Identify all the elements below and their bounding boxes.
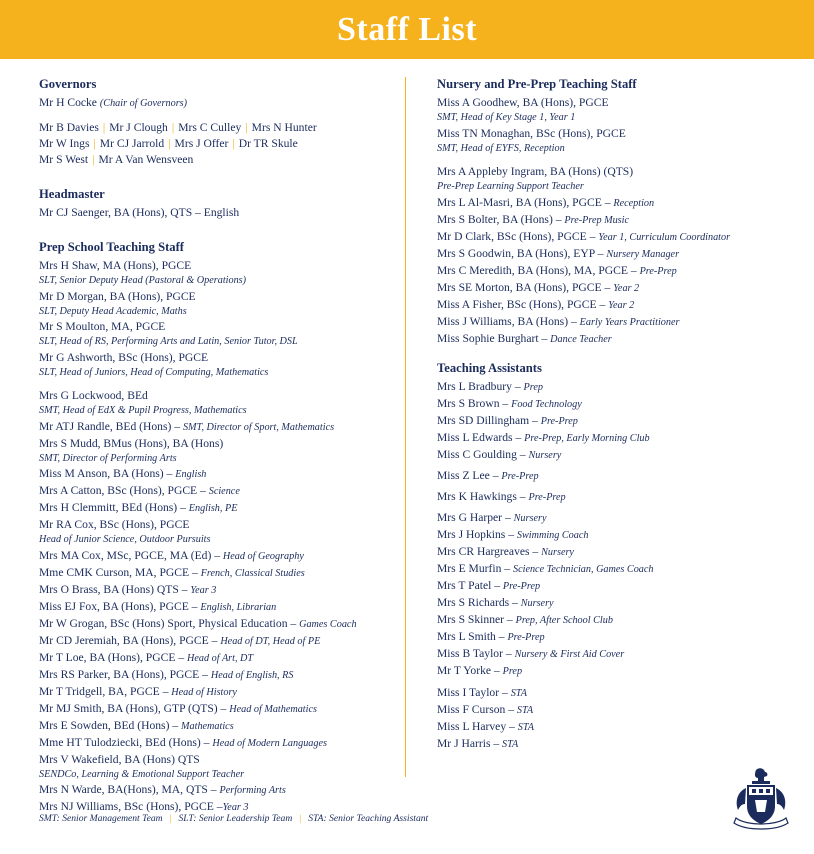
staff-role: Nursery <box>541 546 574 558</box>
page-title: Staff List <box>336 10 478 48</box>
staff-name: Mrs L Bradbury <box>437 379 512 393</box>
staff-entry: Mrs S Bolter, BA (Hons) – Pre-Prep Music <box>437 212 629 226</box>
governors-row: Mr S West | Mr A Van Wensveen <box>39 153 194 166</box>
staff-role: STA <box>510 687 527 699</box>
staff-name: Mrs L Al-Masri, BA (Hons), PGCE <box>437 195 602 209</box>
staff-role: Year 3 <box>222 802 249 813</box>
staff-entry: Mrs G Harper – Nursery <box>437 510 547 524</box>
staff-name: Mrs S Goodwin, BA (Hons), EYP <box>437 246 595 260</box>
staff-role: Pre-Prep <box>502 580 541 592</box>
staff-role: Pre-Prep Learning Support Teacher <box>437 181 584 192</box>
staff-name: Miss J Williams, BA (Hons) <box>437 314 569 328</box>
staff-role: SMT, Director of Performing Arts <box>39 452 177 464</box>
staff-name: Mr CD Jeremiah, BA (Hons), PGCE <box>39 633 209 647</box>
governor-name: Mrs N Hunter <box>251 121 317 134</box>
staff-name: Mr MJ Smith, BA (Hons), GTP (QTS) <box>39 701 218 715</box>
governors-row: Mr B Davies | Mr J Clough | Mrs C Culley | Mrs N Hunter <box>39 121 317 134</box>
staff-name: Mrs CR Hargreaves <box>437 544 530 558</box>
staff-entry: Miss L Harvey – STA <box>437 719 534 733</box>
staff-role: SENDCo, Learning & Emotional Support Teacher <box>39 768 245 780</box>
staff-role: SMT, Head of EYFS, Reception <box>437 142 565 154</box>
staff-name: Mr G Ashworth, BSc (Hons), PGCE <box>39 350 209 364</box>
staff-role: Early Years Practitioner <box>579 316 680 328</box>
staff-name: Mr D Morgan, BA (Hons), PGCE <box>39 289 196 303</box>
staff-entry: Mrs N Warde, BA(Hons), MA, QTS – Performing Arts <box>39 783 286 796</box>
staff-name: Miss TN Monaghan, BSc (Hons), PGCE <box>437 126 626 140</box>
staff-role: Pre-Prep <box>507 631 545 643</box>
governors-row: Mr W Ings | Mr CJ Jarrold | Mrs J Offer | Dr TR Skule <box>39 137 298 150</box>
governor-name: Mrs J Offer <box>174 137 229 150</box>
staff-entry: Mr MJ Smith, BA (Hons), GTP (QTS) – Head of Mathematics <box>39 701 317 715</box>
staff-entry: Mrs L Bradbury – Prep <box>437 379 543 393</box>
staff-entry: Mrs H Clemmitt, BEd (Hons) – English, PE <box>39 501 238 514</box>
staff-name: Mrs S Brown <box>437 396 500 410</box>
staff-entry: Miss A Fisher, BSc (Hons), PGCE – Year 2 <box>437 297 635 311</box>
staff-name: Miss F Curson <box>437 702 506 716</box>
staff-name: Mrs E Sowden, BEd (Hons) <box>39 718 170 732</box>
headmaster-line: Mr CJ Saenger, BA (Hons), QTS – English <box>39 206 240 219</box>
staff-entry: Mrs A Catton, BSc (Hons), PGCE – Science <box>39 484 240 497</box>
staff-name: Miss L Harvey <box>437 719 507 733</box>
staff-entry: Mrs SE Morton, BA (Hons), PGCE – Year 2 <box>437 280 640 294</box>
staff-role: Nursery <box>520 597 554 609</box>
staff-role: Pre-Prep <box>501 470 539 482</box>
staff-name: Mrs RS Parker, BA (Hons), PGCE <box>39 667 200 681</box>
staff-name: Mrs S Bolter, BA (Hons) <box>437 212 553 226</box>
governor-name: Mr W Ings <box>39 137 90 150</box>
staff-entry: Mme CMK Curson, MA, PGCE – French, Classical Studies <box>39 565 305 579</box>
staff-entry: Mrs C Meredith, BA (Hons), MA, PGCE – Pre-Prep <box>437 263 677 277</box>
staff-role: Head of Art, DT <box>187 652 254 664</box>
staff-entry: Mrs O Brass, BA (Hons) QTS – Year 3 <box>39 582 217 596</box>
staff-entry: Mrs E Murfin – Science Technician, Games Coach <box>437 561 654 575</box>
staff-role: Prep <box>502 665 523 677</box>
staff-name: Mrs S Mudd, BMus (Hons), BA (Hons) <box>39 436 224 450</box>
chair-role: (Chair of Governors) <box>99 98 188 109</box>
staff-entry: Mrs RS Parker, BA (Hons), PGCE – Head of English, RS <box>39 667 294 681</box>
staff-role: English <box>175 469 207 480</box>
staff-role: Science <box>208 486 240 497</box>
staff-name: Mrs T Patel <box>437 578 492 592</box>
staff-name: Mme HT Tulodziecki, BEd (Hons) <box>39 735 201 749</box>
staff-name: Mrs MA Cox, MSc, PGCE, MA (Ed) <box>39 548 212 562</box>
staff-role: Pre-Prep <box>540 415 578 427</box>
staff-name: Mrs O Brass, BA (Hons) QTS <box>39 582 179 596</box>
nursery-heading: Nursery and Pre-Prep Teaching Staff <box>437 77 637 91</box>
staff-name: Mrs NJ Williams, BSc (Hons), PGCE <box>39 800 214 813</box>
staff-role: SLT, Senior Deputy Head (Pastoral & Operations) <box>39 275 247 286</box>
staff-role: SMT, Head of Key Stage 1, Year 1 <box>437 112 576 123</box>
staff-entry: Miss C Goulding – Nursery <box>437 447 562 461</box>
staff-name: Mr T Loe, BA (Hons), PGCE <box>39 650 176 664</box>
staff-entry: Mr J Harris – STA <box>437 736 519 750</box>
staff-name: Miss M Anson, BA (Hons) <box>39 467 164 480</box>
staff-role: SLT, Head of Juniors, Head of Computing, Mathematics <box>39 366 269 378</box>
staff-role: Pre-Prep, Early Morning Club <box>524 432 650 444</box>
staff-name: Miss Sophie Burghart <box>437 331 539 345</box>
staff-name: Mr D Clark, BSc (Hons), PGCE <box>437 229 587 243</box>
staff-name: Mr J Harris <box>437 736 491 750</box>
staff-role: Swimming Coach <box>516 529 589 541</box>
staff-role: SMT, Head of EdX & Pupil Progress, Mathematics <box>39 405 247 416</box>
staff-entry: Mrs NJ Williams, BSc (Hons), PGCE –Year 3 <box>39 800 249 813</box>
staff-entry: Mrs S Brown – Food Technology <box>437 396 582 410</box>
staff-entry: Mr T Loe, BA (Hons), PGCE – Head of Art, DT <box>39 650 254 664</box>
staff-role: Games Coach <box>299 618 357 630</box>
staff-role: Head of History <box>171 686 237 698</box>
staff-entry: Mrs J Hopkins – Swimming Coach <box>437 527 589 541</box>
staff-role: STA <box>517 721 534 733</box>
staff-role: Head of English, RS <box>210 669 294 681</box>
staff-role: Year 2 <box>613 282 640 294</box>
staff-name: Mme CMK Curson, MA, PGCE <box>39 565 190 579</box>
ta-heading: Teaching Assistants <box>437 360 542 375</box>
staff-name: Mr T Tridgell, BA, PGCE <box>39 684 160 698</box>
staff-name: Miss Z Lee <box>437 468 490 482</box>
staff-role: Head of Geography <box>222 550 304 562</box>
staff-name: Miss EJ Fox, BA (Hons), PGCE <box>39 599 189 613</box>
staff-entry: Mr W Grogan, BSc (Hons) Sport, Physical Education – Games Coach <box>39 616 357 630</box>
staff-entry: Mr D Clark, BSc (Hons), PGCE – Year 1, Curriculum Coordinator <box>437 229 731 243</box>
governor-name: Mr A Van Wensveen <box>98 153 194 166</box>
staff-name: Mrs E Murfin <box>437 561 502 575</box>
staff-role: Year 3 <box>190 584 217 596</box>
staff-entry: Miss M Anson, BA (Hons) – English <box>39 467 207 480</box>
staff-role: SMT, Director of Sport, Mathematics <box>182 421 335 433</box>
staff-role: Year 1, Curriculum Coordinator <box>598 231 731 243</box>
staff-entry: Miss Sophie Burghart – Dance Teacher <box>437 331 612 345</box>
staff-role: STA <box>516 704 534 716</box>
staff-entry: Miss Z Lee – Pre-Prep <box>437 468 539 482</box>
governors-heading: Governors <box>39 77 97 91</box>
staff-name: Mrs V Wakefield, BA (Hons) QTS <box>39 752 200 766</box>
staff-entry: Mrs SD Dillingham – Pre-Prep <box>437 413 578 427</box>
staff-name: Mrs G Harper <box>437 510 503 524</box>
footer-legend: SMT: Senior Management Team | SLT: Senior Leadership Team | STA: Senior Teaching Assistant <box>39 813 429 824</box>
staff-role: Prep, After School Club <box>515 614 613 626</box>
governor-name: Dr TR Skule <box>238 137 298 150</box>
staff-entry: Mr ATJ Randle, BEd (Hons) – SMT, Director of Sport, Mathematics <box>39 419 335 433</box>
staff-role: Pre-Prep Music <box>564 214 629 226</box>
chair-name: Mr H Cocke <box>39 96 97 109</box>
staff-entry: Miss F Curson – STA <box>437 702 534 716</box>
staff-entry: Mrs K Hawkings – Pre-Prep <box>437 489 566 503</box>
staff-entry: Mrs L Smith – Pre-Prep <box>437 629 545 643</box>
staff-name: Mrs H Shaw, MA (Hons), PGCE <box>39 259 192 272</box>
staff-role: Mathematics <box>181 720 234 732</box>
staff-name: Mrs SE Morton, BA (Hons), PGCE <box>437 280 602 294</box>
staff-role: Prep <box>523 381 543 393</box>
staff-entry: Mrs S Skinner – Prep, After School Club <box>437 612 613 626</box>
right-column <box>437 76 797 753</box>
staff-entry: Mrs CR Hargreaves – Nursery <box>437 544 574 558</box>
staff-role: Pre-Prep <box>639 265 677 277</box>
staff-role: Performing Arts <box>219 785 286 796</box>
staff-role: Nursery <box>513 512 547 524</box>
staff-name: Mr W Grogan, BSc (Hons) Sport, Physical Education <box>39 616 288 630</box>
staff-name: Mrs A Appleby Ingram, BA (Hons) (QTS) <box>437 165 634 178</box>
staff-name: Miss I Taylor <box>437 685 500 699</box>
staff-entry: Mrs T Patel – Pre-Prep <box>437 578 541 592</box>
title-banner <box>0 0 814 59</box>
staff-entry: Mrs E Sowden, BEd (Hons) – Mathematics <box>39 718 234 732</box>
staff-role: STA <box>502 738 519 750</box>
governor-name: Mr S West <box>39 153 89 166</box>
staff-subject: English <box>203 206 240 219</box>
staff-name: Mrs S Richards <box>437 595 510 609</box>
staff-role: French, Classical Studies <box>200 567 305 579</box>
governor-name: Mr CJ Jarrold <box>99 137 165 150</box>
staff-role: Food Technology <box>511 398 582 410</box>
staff-role: SLT, Head of RS, Performing Arts and Latin, Senior Tutor, DSL <box>39 336 298 347</box>
staff-role: Nursery & First Aid Cover <box>514 648 625 660</box>
staff-entry: Mr T Yorke – Prep <box>437 663 523 677</box>
left-column <box>39 76 394 816</box>
staff-name: Mrs L Smith <box>437 629 496 643</box>
staff-name: Mrs C Meredith, BA (Hons), MA, PGCE <box>437 263 628 277</box>
staff-entry: Miss EJ Fox, BA (Hons), PGCE – English, Librarian <box>39 599 277 613</box>
staff-name: Mr ATJ Randle, BEd (Hons) <box>39 419 172 433</box>
staff-name: Mr CJ Saenger, BA (Hons), QTS <box>39 206 193 219</box>
staff-name: Miss A Fisher, BSc (Hons), PGCE <box>437 297 597 311</box>
staff-entry: Mr CD Jeremiah, BA (Hons), PGCE – Head of DT, Head of PE <box>39 633 321 647</box>
staff-role: Head of Modern Languages <box>212 737 327 749</box>
chair-line <box>39 95 394 112</box>
staff-name: Mrs J Hopkins <box>437 527 506 541</box>
staff-entry: Mrs S Goodwin, BA (Hons), EYP – Nursery Manager <box>437 246 680 260</box>
staff-role: Year 2 <box>608 299 635 311</box>
staff-role: Reception <box>613 197 655 209</box>
staff-name: Miss B Taylor <box>437 646 503 660</box>
staff-entry: Mrs L Al-Masri, BA (Hons), PGCE – Reception <box>437 195 655 209</box>
governor-name: Mr J Clough <box>109 121 168 134</box>
legend-smt: SMT: Senior Management Team <box>39 813 163 824</box>
staff-name: Miss L Edwards <box>437 430 513 444</box>
staff-name: Miss A Goodhew, BA (Hons), PGCE <box>437 96 609 109</box>
legend-slt: SLT: Senior Leadership Team <box>178 813 293 824</box>
staff-name: Mrs H Clemmitt, BEd (Hons) <box>39 501 178 514</box>
prep-heading: Prep School Teaching Staff <box>39 240 184 254</box>
column-divider <box>405 77 406 777</box>
staff-role: Science Technician, Games Coach <box>513 563 654 575</box>
staff-role: Head of DT, Head of PE <box>220 635 321 647</box>
staff-entry: Miss L Edwards – Pre-Prep, Early Morning Club <box>437 430 650 444</box>
staff-entry: Mrs MA Cox, MSc, PGCE, MA (Ed) – Head of Geography <box>39 548 304 562</box>
staff-role: Head of Mathematics <box>229 703 317 715</box>
staff-entry: Mr T Tridgell, BA, PGCE – Head of History <box>39 684 237 698</box>
staff-name: Miss C Goulding <box>437 447 517 461</box>
staff-role: Nursery Manager <box>606 248 680 260</box>
staff-name: Mr T Yorke <box>437 663 492 677</box>
governor-name: Mr B Davies <box>39 121 99 134</box>
staff-name: Mrs A Catton, BSc (Hons), PGCE <box>39 484 198 497</box>
staff-role: Nursery <box>528 449 562 461</box>
staff-role: Dance Teacher <box>550 333 612 345</box>
staff-role: SLT, Deputy Head Academic, Maths <box>39 305 187 317</box>
staff-name: Mr S Moulton, MA, PGCE <box>39 320 166 333</box>
staff-role: Head of Junior Science, Outdoor Pursuits <box>39 534 211 545</box>
staff-name: Mrs G Lockwood, BEd <box>39 389 148 402</box>
staff-entry: Miss B Taylor – Nursery & First Aid Cover <box>437 646 625 660</box>
headmaster-heading: Headmaster <box>39 187 105 201</box>
staff-entry: Miss J Williams, BA (Hons) – Early Years Practitioner <box>437 314 680 328</box>
staff-entry: Mme HT Tulodziecki, BEd (Hons) – Head of Modern Languages <box>39 735 327 749</box>
staff-role: Pre-Prep <box>528 491 566 503</box>
staff-name: Mrs N Warde, BA(Hons), MA, QTS <box>39 783 208 796</box>
staff-role: English, Librarian <box>200 601 277 613</box>
staff-entry: Miss I Taylor – STA <box>437 685 527 699</box>
legend-sta: STA: Senior Teaching Assistant <box>308 813 429 824</box>
staff-name: Mrs K Hawkings <box>437 489 517 503</box>
staff-name: Mr RA Cox, BSc (Hons), PGCE <box>39 518 190 531</box>
governor-name: Mrs C Culley <box>178 121 242 134</box>
staff-role: English, PE <box>188 503 238 514</box>
staff-name: Mrs S Skinner <box>437 612 504 626</box>
school-crest-icon <box>732 766 790 832</box>
staff-name: Mrs SD Dillingham <box>437 413 530 427</box>
staff-entry: Mrs S Richards – Nursery <box>437 595 554 609</box>
